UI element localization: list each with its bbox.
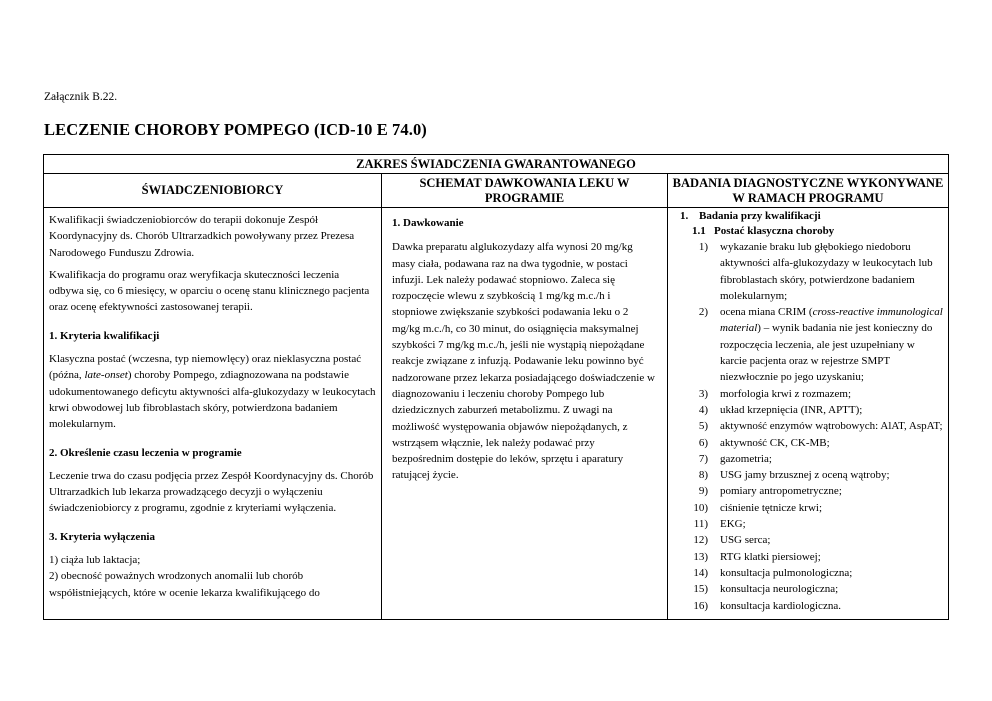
criteria-paragraph: Klasyczna postać (wczesna, typ niemowlęcy) oraz nieklasyczna postać (późna, late-onset) choroby Pompego, zdiagnozowana na podstawie udokumentowanego deficytu aktywności alfa-glukozydazy w leukocytach krwi obwodowej lub fibroblastach skóry, potwierdzona badaniem molekularnym. [49,353,376,431]
column-body-dosage [382,208,667,484]
column-header-beneficiaries: ŚWIADCZENIOBIORCY [44,174,381,208]
column-header-dosage: SCHEMAT DAWKOWANIA LEKU W PROGRAMIE [382,174,667,208]
list-item: 11) EKG; [693,518,746,531]
list-item: 14) konsultacja pulmonologiczna; [693,566,853,579]
verification-paragraph: Kwalifikacja do programu oraz weryfikacja skuteczności leczenia odbywa się, co 6 miesięcy, w oparciu o ocenę stanu klinicznego pacjenta oraz ocenę efektywności zastosowanej terapii. [49,268,370,314]
list-item: 1) wykazanie braku lub głębokiego niedoboru aktywności alfa-glukozydazy w leukocytach lub fibroblastach skóry, potwierdzone badaniem molekularnym; [698,241,933,302]
list-item: 2) ocena miana CRIM (cross-reactive immunological material) – wynik badania nie jest konieczny do rozpoczęcia leczenia, ale jest uzupełniany w karcie pacjenta oraz w rejestrze SMPT niezwłocznie po jego uzyskaniu; [698,306,943,384]
column-header-diagnostics: BADANIA DIAGNOSTYCZNE WYKONYWANE W RAMACH PROGRAMU [668,174,948,208]
qualification-paragraph: Kwalifikacji świadczeniobiorców do terapii dokonuje Zespół Koordynacyjny ds. Chorób Ultrarzadkich powoływany przez Prezesa Narodowego Funduszu Zdrowia. [49,214,355,259]
list-item: 15) konsultacja neurologiczna; [693,583,839,596]
section-heading-criteria: 1. Kryteria kwalifikacji [49,329,160,342]
program-table [43,154,949,620]
table-top-header: ZAKRES ŚWIADCZENIA GWARANTOWANEGO [44,155,948,174]
list-item: 12) USG serca; [693,534,771,547]
list-item: 8) USG jamy brzusznej z oceną wątroby; [698,469,890,482]
list-item: 3) morfologia krwi z rozmazem; [698,387,852,400]
list-item: 5) aktywność enzymów wątrobowych: AlAT, AspAT; [698,420,943,433]
exclusion-item: 1) ciąża lub laktacja; [49,554,141,567]
column-body-diagnostics [668,208,948,614]
column-body-beneficiaries [44,208,381,601]
column-beneficiaries [44,174,382,619]
column-diagnostics [668,174,948,619]
diagnostics-subheading: 1.1 Postać klasyczna choroby [692,225,835,237]
list-item: 6) aktywność CK, CK-MB; [698,436,830,449]
diagnostics-heading: 1. Badania przy kwalifikacji [680,210,821,222]
column-dosage [382,174,668,619]
list-item: 4) układ krzepnięcia (INR, APTT); [698,403,863,416]
section-heading-exclusion: 3. Kryteria wyłączenia [49,530,155,543]
list-item: 13) RTG klatki piersiowej; [693,550,821,563]
duration-paragraph: Leczenie trwa do czasu podjęcia przez Zespół Koordynacyjny ds. Chorób Ultrarzadkich lub lekarza prowadzącego decyzji o wyłączeniu świadczeniobiorcy z programu, zgodnie z kryteriami wyłączenia. [49,469,374,515]
dosage-paragraph: Dawka preparatu alglukozydazy alfa wynosi 20 mg/kg masy ciała, podawana raz na dwa tygodnie, w postaci infuzji. Lek należy podawać stopniowo. Zaleca się rozpoczęcie wlewu z szybkością 1 mg/kg m.c./h i stopniowe zwiększanie szybkości podawania leku o 2 mg/kg m.c./h, co 30 minut, do osiągnięcia maksymalnej szybkości 7 mg/kg m.c./h, jeśli nie wystąpią niepożądane reakcje związane z infuzją. Podawanie leku powinno być nadzorowane przez lekarza posiadającego doświadczenie w diagnozowaniu i leczeniu choroby Pompego lub dziedzicznych zaburzeń metabolizmu. Z uwagi na możliwość występowania objawów niepożądanych, z wstrząsem włącznie, lek należy podawać przy bezpośrednim dostępie do leków, sprzętu i aparatury ratującej życie. [392,241,655,482]
diagnostics-list [674,239,944,614]
dosage-heading: 1. Dawkowanie [392,217,464,229]
list-item: 7) gazometria; [698,452,772,465]
page-title: LECZENIE CHOROBY POMPEGO (ICD-10 E 74.0) [44,120,427,139]
list-item: 16) konsultacja kardiologiczna. [693,599,841,612]
list-item: 9) pomiary antropometryczne; [698,485,842,498]
section-heading-duration: 2. Określenie czasu leczenia w programie [49,446,242,459]
exclusion-item: 2) obecność poważnych wrodzonych anomalii lub chorób współistniejących, które w ocenie lekarza kwalifikującego do [49,570,320,599]
list-item: 10) ciśnienie tętnicze krwi; [693,501,823,514]
annex-label: Załącznik B.22. [44,91,118,103]
